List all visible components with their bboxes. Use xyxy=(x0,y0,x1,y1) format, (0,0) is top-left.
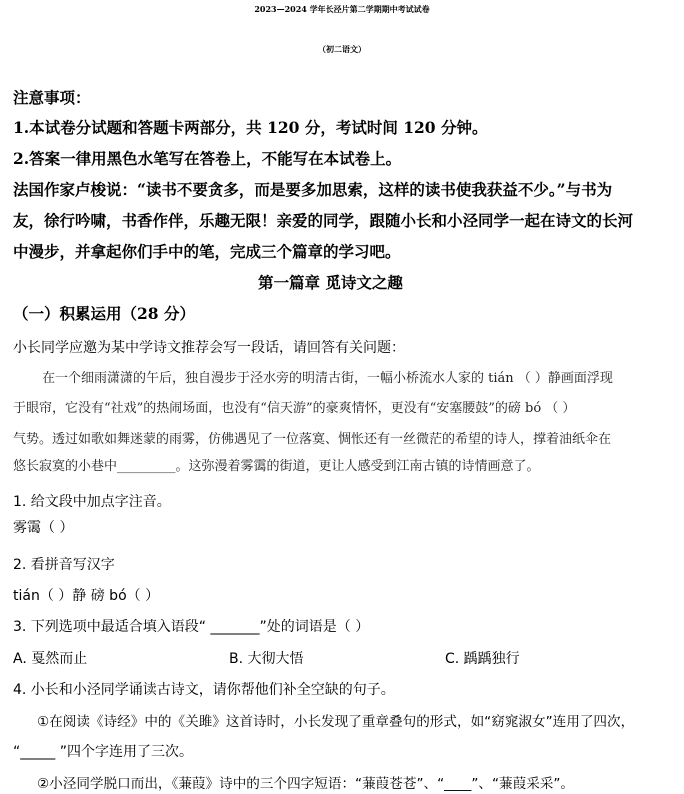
exam-title: 2023—2024 学年长泾片第二学期期中考试试卷 xyxy=(254,4,430,14)
passage-line-4: 悠长寂寞的小巷中_________。这弥漫着雾霭的街道，更让人感受到江南古镇的诗情画意了。 xyxy=(13,459,540,474)
question-3-stem: 3. 下列选项中最适合填入语段“ _______”处的词语是（ ） xyxy=(13,619,370,635)
section-title: （一）积累运用（28 分） xyxy=(13,304,195,323)
prompt-text: 小长同学应邀为某中学诗文推荐会写一段话，请回答有关问题： xyxy=(13,340,405,356)
question-1-answer[interactable]: 雾霭（ ） xyxy=(13,520,74,536)
question-3-option-b[interactable]: B. 大彻大悟 xyxy=(229,651,304,667)
passage-line-3: 气势。透过如歌如舞迷蒙的雨雾，仿佛遇见了一位落寞、惆怅还有一丝微茫的希望的诗人，撑着油纸伞在 xyxy=(13,432,612,447)
intro-line-3: 中漫步，并拿起你们手中的笔，完成三个篇章的学习吧。 xyxy=(13,242,401,261)
question-1-stem: 1. 给文段中加点字注音。 xyxy=(13,494,171,510)
notes-heading: 注意事项： xyxy=(13,88,91,107)
notes-item-1: 1.本试卷分试题和答题卡两部分，共 120 分，考试时间 120 分钟。 xyxy=(13,118,488,137)
intro-line-2: 友，徐行吟啸，书香作伴，乐趣无限！亲爱的同学，跟随小长和小泾同学一起在诗文的长河 xyxy=(13,211,634,230)
notes-item-2: 2.答案一律用黑色水笔写在答卷上，不能写在本试卷上。 xyxy=(13,149,402,168)
exam-subtitle: （初二语文） xyxy=(318,44,366,54)
question-4-part1-line1: ①在阅读《诗经》中的《关雎》这首诗时，小长发现了重章叠句的形式，如“窈窕淑女”连用了四次， xyxy=(37,714,635,730)
question-2-stem: 2. 看拼音写汉字 xyxy=(13,557,115,573)
intro-line-1: 法国作家卢梭说：“读书不要贪多，而是要多加思索，这样的读书使我获益不少。”与书为 xyxy=(13,180,613,199)
passage-line-1: 在一个细雨潇潇的午后，独自漫步于泾水旁的明清古街，一幅小桥流水人家的 tián （ ）静画面浮现 xyxy=(42,371,613,386)
question-3-option-a[interactable]: A. 戛然而止 xyxy=(13,651,88,667)
question-2-answer[interactable]: tián（ ）静 磅 bó（ ） xyxy=(13,588,160,604)
passage-line-2: 于眼帘，它没有“社戏”的热闹场面，也没有“信天游”的豪爽情怀，更没有“安塞腰鼓”的磅 bó （ ） xyxy=(13,401,576,416)
question-3-option-c[interactable]: C. 踽踽独行 xyxy=(445,651,520,667)
question-4-part2[interactable]: ②小泾同学脱口而出，《蒹葭》诗中的三个四字短语：“蒹葭苍苍”、“____”、“蒹葭采采”。 xyxy=(37,776,575,792)
question-4-part1-line2[interactable]: “_____ ”四个字连用了三次。 xyxy=(13,744,193,760)
question-4-stem: 4. 小长和小泾同学诵读古诗文，请你帮他们补全空缺的句子。 xyxy=(13,682,395,698)
chapter-title: 第一篇章 觅诗文之趣 xyxy=(258,273,403,292)
